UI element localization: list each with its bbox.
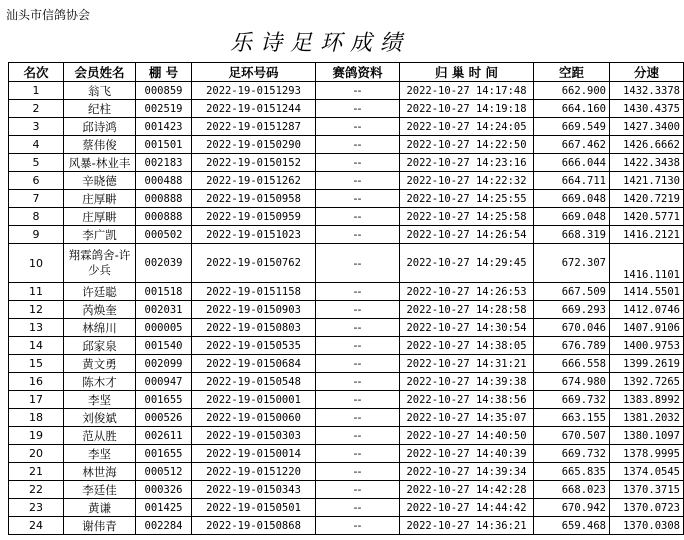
organization-name: 汕头市信鸽协会: [6, 8, 91, 22]
rank-cell: 24: [9, 517, 64, 535]
member-name-cell: 邱诗鸿: [64, 118, 136, 136]
header-row: [9, 63, 684, 82]
member-name-cell: 辛晓德: [64, 172, 136, 190]
member-name-cell: 黄谦: [64, 499, 136, 517]
arrival-time-cell: 2022-10-27 14:44:42: [400, 499, 534, 517]
rank-cell: 9: [9, 226, 64, 244]
distance-cell: 669.732: [534, 391, 610, 409]
loft-number-cell: 000947: [136, 373, 192, 391]
col-header-distance: 空距: [534, 63, 610, 82]
loft-number-cell: 000005: [136, 319, 192, 337]
distance-cell: 667.509: [534, 283, 610, 301]
rank-cell: 19: [9, 427, 64, 445]
table-row: [9, 445, 684, 463]
ring-number-cell: 2022-19-0150290: [192, 136, 316, 154]
rank-cell: 16: [9, 373, 64, 391]
arrival-time-cell: 2022-10-27 14:24:05: [400, 118, 534, 136]
ring-number-cell: 2022-19-0151023: [192, 226, 316, 244]
member-name-cell: 李坚: [64, 391, 136, 409]
loft-number-cell: 000526: [136, 409, 192, 427]
table-row: [9, 100, 684, 118]
table-row: [9, 226, 684, 244]
ring-number-cell: 2022-19-0150303: [192, 427, 316, 445]
loft-number-cell: 000502: [136, 226, 192, 244]
pigeon-info-cell: --: [316, 190, 400, 208]
distance-cell: 667.462: [534, 136, 610, 154]
loft-number-cell: 000859: [136, 82, 192, 100]
loft-number-cell: 002099: [136, 355, 192, 373]
pigeon-info-cell: --: [316, 136, 400, 154]
loft-number-cell: 000888: [136, 190, 192, 208]
col-header-speed: 分速: [610, 63, 684, 82]
table-row: [9, 283, 684, 301]
pigeon-info-cell: --: [316, 82, 400, 100]
pigeon-info-cell: --: [316, 172, 400, 190]
rank-cell: 3: [9, 118, 64, 136]
pigeon-info-cell: --: [316, 100, 400, 118]
ring-number-cell: 2022-19-0150014: [192, 445, 316, 463]
loft-number-cell: 001540: [136, 337, 192, 355]
speed-cell: 1378.9995: [610, 445, 684, 463]
arrival-time-cell: 2022-10-27 14:22:32: [400, 172, 534, 190]
ring-number-cell: 2022-19-0150903: [192, 301, 316, 319]
distance-cell: 662.900: [534, 82, 610, 100]
distance-cell: 666.044: [534, 154, 610, 172]
arrival-time-cell: 2022-10-27 14:39:34: [400, 463, 534, 481]
arrival-time-cell: 2022-10-27 14:17:48: [400, 82, 534, 100]
speed-cell: 1426.6662: [610, 136, 684, 154]
loft-number-cell: 001423: [136, 118, 192, 136]
ring-number-cell: 2022-19-0150959: [192, 208, 316, 226]
loft-number-cell: 000888: [136, 208, 192, 226]
pigeon-info-cell: --: [316, 154, 400, 172]
col-header-pigeon-info: 赛鸽资料: [316, 63, 400, 82]
pigeon-info-cell: --: [316, 244, 400, 283]
speed-cell: 1420.7219: [610, 190, 684, 208]
loft-number-cell: 000512: [136, 463, 192, 481]
loft-number-cell: 002611: [136, 427, 192, 445]
loft-number-cell: 001655: [136, 391, 192, 409]
distance-cell: 670.046: [534, 319, 610, 337]
distance-cell: 664.160: [534, 100, 610, 118]
speed-cell: 1422.3438: [610, 154, 684, 172]
distance-cell: 669.549: [534, 118, 610, 136]
arrival-time-cell: 2022-10-27 14:40:50: [400, 427, 534, 445]
loft-number-cell: 002039: [136, 244, 192, 283]
member-name-cell: 谢伟青: [64, 517, 136, 535]
arrival-time-cell: 2022-10-27 14:22:50: [400, 136, 534, 154]
speed-cell: 1392.7265: [610, 373, 684, 391]
pigeon-info-cell: --: [316, 499, 400, 517]
rank-cell: 7: [9, 190, 64, 208]
member-name-cell: 李广凯: [64, 226, 136, 244]
loft-number-cell: 002284: [136, 517, 192, 535]
pigeon-info-cell: --: [316, 337, 400, 355]
distance-cell: 672.307: [534, 244, 610, 283]
rank-cell: 13: [9, 319, 64, 337]
rank-cell: 15: [9, 355, 64, 373]
member-name-cell: 李坚: [64, 445, 136, 463]
distance-cell: 669.048: [534, 190, 610, 208]
rank-cell: 14: [9, 337, 64, 355]
rank-cell: 17: [9, 391, 64, 409]
member-name-cell: 刘俊斌: [64, 409, 136, 427]
pigeon-info-cell: --: [316, 283, 400, 301]
rank-cell: 18: [9, 409, 64, 427]
rank-cell: 6: [9, 172, 64, 190]
ring-number-cell: 2022-19-0151220: [192, 463, 316, 481]
member-name-cell: 林世海: [64, 463, 136, 481]
rank-cell: 10: [9, 244, 64, 283]
loft-number-cell: 002519: [136, 100, 192, 118]
ring-number-cell: 2022-19-0151244: [192, 100, 316, 118]
distance-cell: 669.732: [534, 445, 610, 463]
table-row: [9, 208, 684, 226]
table-row: [9, 499, 684, 517]
page-title: 乐诗足环成绩: [229, 31, 410, 56]
table-row: [9, 154, 684, 172]
distance-cell: 665.835: [534, 463, 610, 481]
arrival-time-cell: 2022-10-27 14:36:21: [400, 517, 534, 535]
speed-cell: 1374.0545: [610, 463, 684, 481]
pigeon-info-cell: --: [316, 427, 400, 445]
arrival-time-cell: 2022-10-27 14:26:53: [400, 283, 534, 301]
rank-cell: 2: [9, 100, 64, 118]
table-row: [9, 136, 684, 154]
pigeon-info-cell: --: [316, 355, 400, 373]
speed-cell: 1400.9753: [610, 337, 684, 355]
rank-cell: 5: [9, 154, 64, 172]
table-row: [9, 301, 684, 319]
pigeon-info-cell: --: [316, 208, 400, 226]
loft-number-cell: 001518: [136, 283, 192, 301]
arrival-time-cell: 2022-10-27 14:29:45: [400, 244, 534, 283]
member-name-cell: 翁飞: [64, 82, 136, 100]
member-name-cell: 陈木才: [64, 373, 136, 391]
table-row: [9, 481, 684, 499]
pigeon-info-cell: --: [316, 373, 400, 391]
speed-cell: 1370.0308: [610, 517, 684, 535]
distance-cell: 674.980: [534, 373, 610, 391]
member-name-cell: 林绵川: [64, 319, 136, 337]
distance-cell: 670.942: [534, 499, 610, 517]
member-name-cell: 蔡伟俊: [64, 136, 136, 154]
pigeon-info-cell: --: [316, 301, 400, 319]
member-name-cell: 李廷佳: [64, 481, 136, 499]
rank-cell: 21: [9, 463, 64, 481]
distance-cell: 668.023: [534, 481, 610, 499]
speed-cell: 1381.2032: [610, 409, 684, 427]
member-name-cell: 黄文勇: [64, 355, 136, 373]
arrival-time-cell: 2022-10-27 14:19:18: [400, 100, 534, 118]
table-row: [9, 463, 684, 481]
table-row: [9, 190, 684, 208]
ring-number-cell: 2022-19-0150958: [192, 190, 316, 208]
member-name-cell: 庄厚畊: [64, 190, 136, 208]
table-row: [9, 409, 684, 427]
arrival-time-cell: 2022-10-27 14:30:54: [400, 319, 534, 337]
loft-number-cell: 000488: [136, 172, 192, 190]
pigeon-info-cell: --: [316, 409, 400, 427]
table-row: [9, 427, 684, 445]
arrival-time-cell: 2022-10-27 14:25:55: [400, 190, 534, 208]
member-name-cell: 风暴-林业丰: [64, 154, 136, 172]
distance-cell: 664.711: [534, 172, 610, 190]
arrival-time-cell: 2022-10-27 14:28:58: [400, 301, 534, 319]
speed-cell: 1414.5501: [610, 283, 684, 301]
ring-number-cell: 2022-19-0150803: [192, 319, 316, 337]
distance-cell: 666.558: [534, 355, 610, 373]
pigeon-info-cell: --: [316, 481, 400, 499]
speed-cell: 1370.3715: [610, 481, 684, 499]
loft-number-cell: 000326: [136, 481, 192, 499]
ring-number-cell: 2022-19-0151293: [192, 82, 316, 100]
speed-cell: 1412.0746: [610, 301, 684, 319]
pigeon-info-cell: --: [316, 463, 400, 481]
ring-number-cell: 2022-19-0150001: [192, 391, 316, 409]
member-name-cell: 范从胜: [64, 427, 136, 445]
loft-number-cell: 001501: [136, 136, 192, 154]
ring-number-cell: 2022-19-0151262: [192, 172, 316, 190]
table-row: [9, 244, 684, 283]
table-row: [9, 118, 684, 136]
loft-number-cell: 001655: [136, 445, 192, 463]
distance-cell: 669.048: [534, 208, 610, 226]
distance-cell: 659.468: [534, 517, 610, 535]
col-header-ring-number: 足环号码: [192, 63, 316, 82]
ring-number-cell: 2022-19-0150501: [192, 499, 316, 517]
arrival-time-cell: 2022-10-27 14:38:56: [400, 391, 534, 409]
table-row: [9, 337, 684, 355]
distance-cell: 676.789: [534, 337, 610, 355]
table-row: [9, 172, 684, 190]
distance-cell: 669.293: [534, 301, 610, 319]
loft-number-cell: 002183: [136, 154, 192, 172]
pigeon-info-cell: --: [316, 118, 400, 136]
col-header-arrival-time: 归 巢 时 间: [400, 63, 534, 82]
rank-cell: 4: [9, 136, 64, 154]
pigeon-info-cell: --: [316, 226, 400, 244]
pigeon-info-cell: --: [316, 319, 400, 337]
speed-cell: 1399.2619: [610, 355, 684, 373]
distance-cell: 663.155: [534, 409, 610, 427]
distance-cell: 668.319: [534, 226, 610, 244]
table-row: [9, 373, 684, 391]
speed-cell: 1407.9106: [610, 319, 684, 337]
ring-number-cell: 2022-19-0151287: [192, 118, 316, 136]
arrival-time-cell: 2022-10-27 14:38:05: [400, 337, 534, 355]
ring-number-cell: 2022-19-0150343: [192, 481, 316, 499]
rank-cell: 1: [9, 82, 64, 100]
table-row: [9, 517, 684, 535]
distance-cell: 670.507: [534, 427, 610, 445]
speed-cell: 1420.5771: [610, 208, 684, 226]
ring-number-cell: 2022-19-0150535: [192, 337, 316, 355]
speed-cell: 1416.2121: [610, 226, 684, 244]
member-name-cell: 翔霖鸽舍-许少兵: [64, 244, 136, 283]
table-row: [9, 355, 684, 373]
pigeon-info-cell: --: [316, 391, 400, 409]
pigeon-info-cell: --: [316, 445, 400, 463]
member-name-cell: 邱家泉: [64, 337, 136, 355]
arrival-time-cell: 2022-10-27 14:23:16: [400, 154, 534, 172]
speed-cell: 1416.1101: [610, 244, 684, 283]
speed-cell: 1432.3378: [610, 82, 684, 100]
arrival-time-cell: 2022-10-27 14:39:38: [400, 373, 534, 391]
arrival-time-cell: 2022-10-27 14:35:07: [400, 409, 534, 427]
speed-cell: 1380.1097: [610, 427, 684, 445]
ring-number-cell: 2022-19-0151158: [192, 283, 316, 301]
rank-cell: 8: [9, 208, 64, 226]
rank-cell: 12: [9, 301, 64, 319]
speed-cell: 1421.7130: [610, 172, 684, 190]
loft-number-cell: 001425: [136, 499, 192, 517]
arrival-time-cell: 2022-10-27 14:42:28: [400, 481, 534, 499]
ring-number-cell: 2022-19-0150868: [192, 517, 316, 535]
ring-number-cell: 2022-19-0150762: [192, 244, 316, 283]
arrival-time-cell: 2022-10-27 14:26:54: [400, 226, 534, 244]
speed-cell: 1383.8992: [610, 391, 684, 409]
pigeon-info-cell: --: [316, 517, 400, 535]
speed-cell: 1370.0723: [610, 499, 684, 517]
col-header-rank: 名次: [9, 63, 64, 82]
rank-cell: 23: [9, 499, 64, 517]
loft-number-cell: 002031: [136, 301, 192, 319]
rank-cell: 22: [9, 481, 64, 499]
arrival-time-cell: 2022-10-27 14:40:39: [400, 445, 534, 463]
table-row: [9, 391, 684, 409]
member-name-cell: 许廷聪: [64, 283, 136, 301]
member-name-cell: 庄厚畊: [64, 208, 136, 226]
speed-cell: 1430.4375: [610, 100, 684, 118]
member-name-cell: 芮焕奎: [64, 301, 136, 319]
ring-number-cell: 2022-19-0150548: [192, 373, 316, 391]
ring-number-cell: 2022-19-0150684: [192, 355, 316, 373]
table-row: [9, 82, 684, 100]
results-table: [8, 62, 684, 535]
arrival-time-cell: 2022-10-27 14:25:58: [400, 208, 534, 226]
col-header-loft-number: 棚 号: [136, 63, 192, 82]
ring-number-cell: 2022-19-0150060: [192, 409, 316, 427]
rank-cell: 11: [9, 283, 64, 301]
ring-number-cell: 2022-19-0150152: [192, 154, 316, 172]
speed-cell: 1427.3400: [610, 118, 684, 136]
member-name-cell: 纪柱: [64, 100, 136, 118]
rank-cell: 20: [9, 445, 64, 463]
arrival-time-cell: 2022-10-27 14:31:21: [400, 355, 534, 373]
table-row: [9, 319, 684, 337]
col-header-member-name: 会员姓名: [64, 63, 136, 82]
